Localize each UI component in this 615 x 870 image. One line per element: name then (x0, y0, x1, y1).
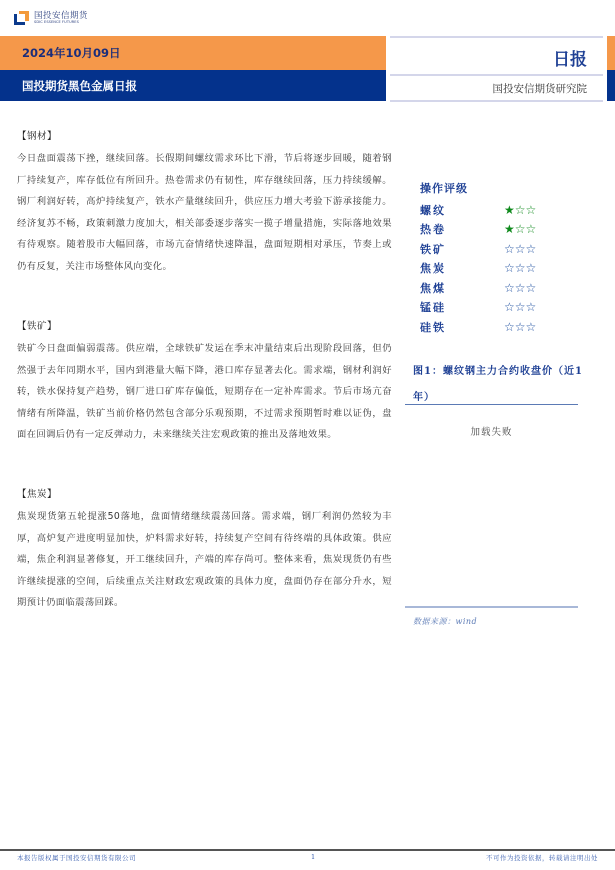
date-bar (0, 36, 386, 70)
rating-title: 操作评级 (420, 182, 468, 195)
rating-row-hot-coil (420, 220, 536, 240)
section-iron-ore (17, 318, 392, 446)
page-number: 1 (311, 853, 316, 861)
section-steel (17, 128, 392, 278)
star-rating-icon: ☆☆☆ (504, 319, 537, 334)
title-bar (0, 70, 386, 101)
rating-commodity: 焦炭 (420, 262, 446, 276)
footer-divider (0, 849, 615, 851)
section-coke (17, 486, 392, 614)
figure-title: 图1：螺纹钢主力合约收盘价（近1年） (413, 366, 583, 403)
section-body: 焦炭现货第五轮提涨50落地，盘面情绪继续震荡回落。需求端，钢厂利润仍然较为丰厚，高炉复产进度明显加快，炉料需求好转，持续复产空间有待终端的具体政策。供应端，焦企利润显著修复，开工继续回升，产端的库存尚可。整体来看，焦炭现货仍有些许继续提涨的空间，后续重点关注财政宏观政策的具体力度，盘面仍存在部分升水，短期预计仍面临震荡回踩。 (17, 511, 392, 609)
rating-row-rebar (420, 200, 536, 220)
operation-rating (420, 180, 536, 337)
footer-disclaimer: 不可作为投资依据，转载请注明出处 (486, 854, 598, 862)
star-rating-icon: ☆☆☆ (504, 241, 537, 256)
header-panel (390, 36, 603, 102)
report-date: 2024年10月09日 (22, 46, 121, 60)
rating-row-ferrosilicon (420, 317, 536, 337)
header-band-edge (607, 36, 615, 101)
rating-commodity: 热卷 (420, 223, 446, 237)
section-body: 铁矿今日盘面偏弱震荡。供应端，全球铁矿发运在季末冲量结束后出现阶段回落，但仍然强于去年同期水平，国内到港量大幅下降，港口库存显著去化。需求端，钢材利润好转，铁水保持复产趋势，钢厂进口矿库存偏低，短期存在一定补库需求。节后市场亢奋情绪有所降温，铁矿当前价格仍然包含部分乐观预期，不过需求预期暂时难以证伪，盘面在回调后仍有一定反弹动力，未来继续关注宏观政策的推出及落地效果。 (17, 343, 392, 441)
divider (390, 100, 603, 102)
rating-row-coke (420, 259, 536, 279)
star-rating-icon: ☆☆☆ (504, 300, 537, 315)
figure-divider-bottom (405, 606, 578, 608)
figure-divider-top (405, 404, 578, 405)
logo-mark-icon (14, 11, 30, 25)
rating-commodity: 螺纹 (420, 203, 446, 217)
rating-commodity: 铁矿 (420, 242, 446, 256)
rating-row-coking-coal (420, 278, 536, 298)
footer-copyright: 本报告版权属于国投安信期货有限公司 (17, 854, 136, 862)
figure-source: 数据来源：wind (413, 617, 478, 626)
star-rating-icon: ☆☆☆ (504, 280, 537, 295)
logo-name-en: SDIC ESSENCE FUTURES (34, 20, 79, 24)
figure-load-failed: 加载失败 (470, 427, 513, 438)
rating-commodity: 焦煤 (420, 281, 446, 295)
divider (390, 74, 603, 76)
section-title: 【铁矿】 (17, 321, 58, 332)
rating-commodity: 硅铁 (420, 320, 446, 334)
section-title: 【钢材】 (17, 131, 58, 142)
section-title: 【焦炭】 (17, 489, 58, 500)
research-institute: 国投安信期货研究院 (492, 83, 587, 95)
divider (390, 36, 603, 38)
rating-commodity: 锰硅 (420, 301, 446, 315)
star-rating-icon: ★☆☆ (504, 202, 537, 217)
rating-row-silicomanganese (420, 298, 536, 318)
logo-name-cn: 国投安信期货 (34, 10, 89, 21)
section-body: 今日盘面震荡下挫，继续回落。长假期间螺纹需求环比下滑，节后将逐步回暖，随着钢厂持续复产，库存低位有所回升。热卷需求仍有韧性，库存继续回落，压力持续缓解。钢厂利润好转，高炉持续复产，铁水产量继续回升，供应压力增大考验下游承接能力。经济复苏不畅，政策刺激力度加大，相关部委逐步落实一揽子增量措施，实际落地效果有待观察。随着股市大幅回落，市场亢奋情绪快速降温，盘面短期相对承压，节奏上或仍有反复，关注市场整体风向变化。 (17, 153, 392, 272)
report-type: 日报 (553, 50, 587, 70)
company-logo (14, 11, 88, 25)
rating-row-iron-ore (420, 239, 536, 259)
star-rating-icon: ★☆☆ (504, 222, 537, 237)
header-band (0, 36, 386, 101)
star-rating-icon: ☆☆☆ (504, 261, 537, 276)
report-title: 国投期货黑色金属日报 (22, 78, 137, 93)
